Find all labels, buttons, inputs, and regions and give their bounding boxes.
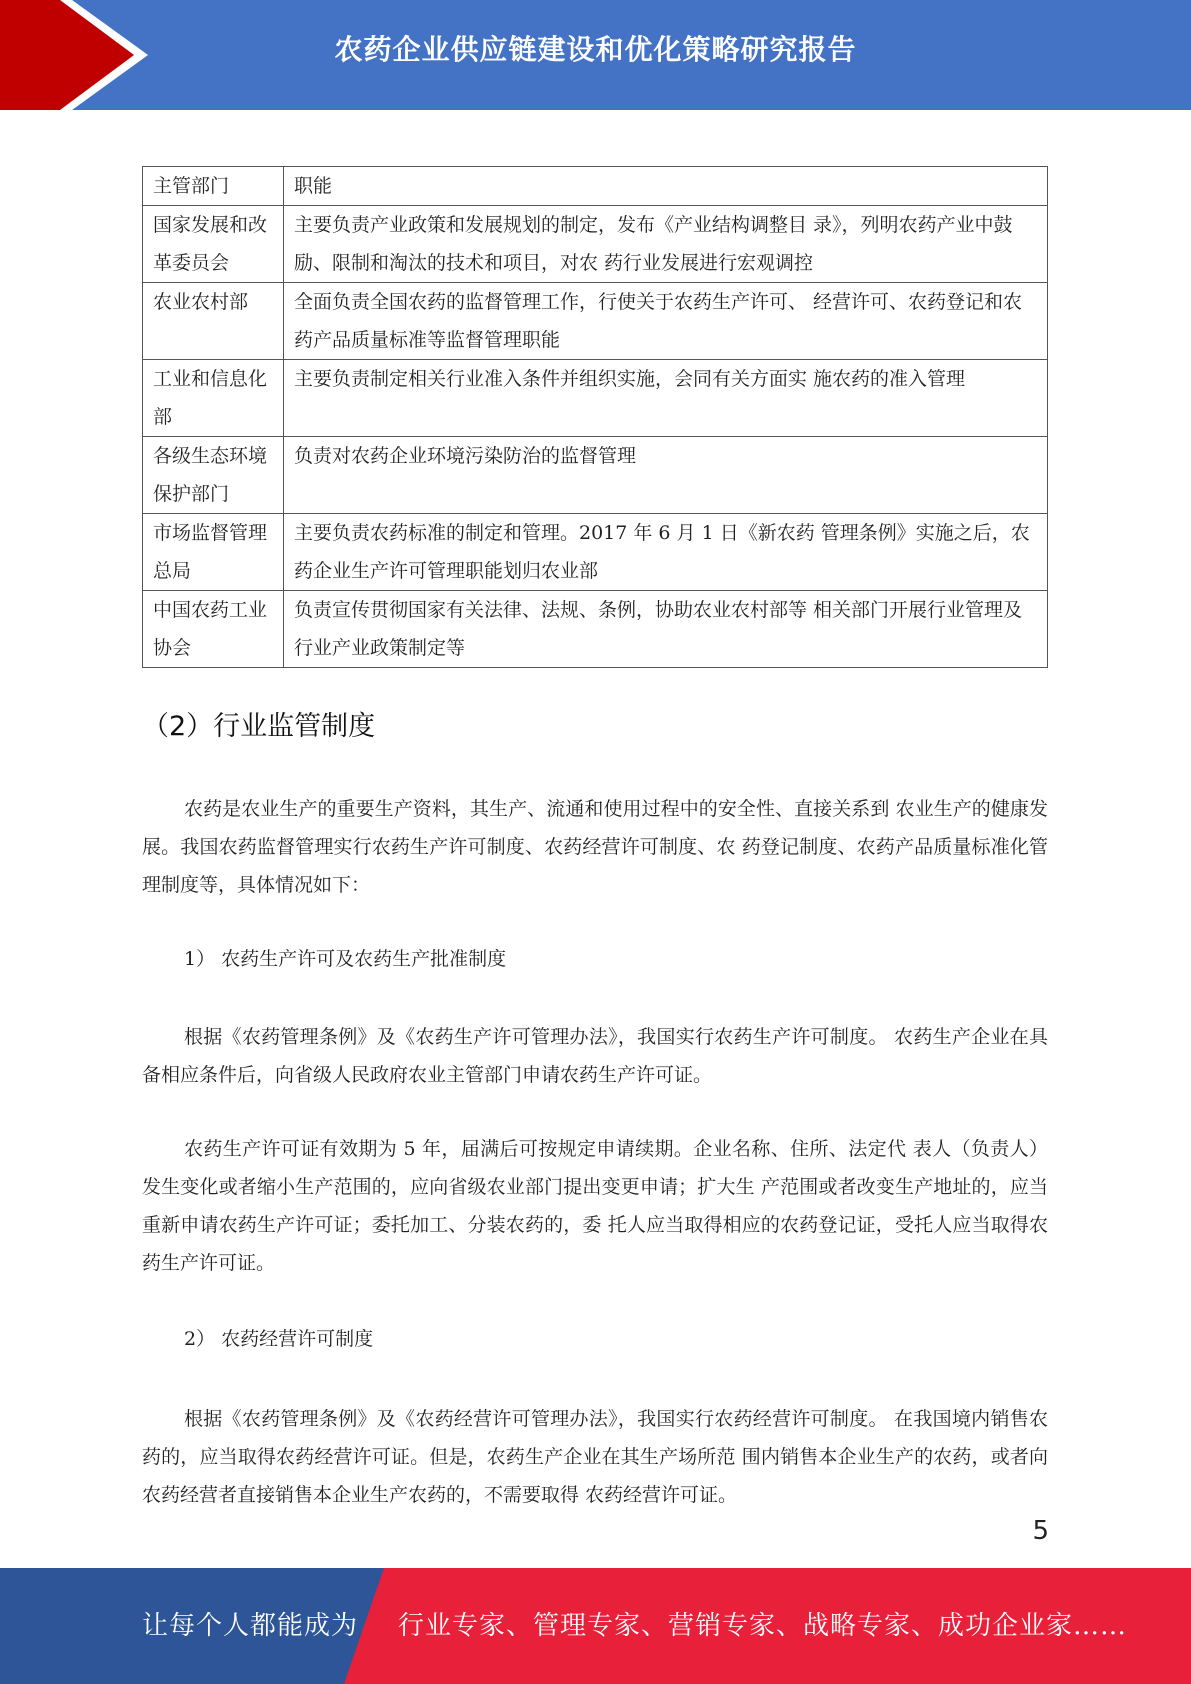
page-header xyxy=(0,0,1191,110)
department-cell: 市场监督管理总局 xyxy=(143,514,284,591)
table-row xyxy=(143,360,1048,437)
page-number: 5 xyxy=(1032,1516,1049,1546)
department-cell: 农业农村部 xyxy=(143,283,284,360)
function-cell: 主要负责制定相关行业准入条件并组织实施，会同有关方面实 施农药的准入管理 xyxy=(284,360,1048,437)
function-cell: 全面负责全国农药的监督管理工作，行使关于农药生产许可、 经营许可、农药登记和农药产品质量标准等监督管理职能 xyxy=(284,283,1048,360)
subheading-business-license: 2） 农药经营许可制度 xyxy=(184,1328,374,1350)
table-row xyxy=(143,283,1048,360)
function-cell: 负责宣传贯彻国家有关法律、法规、条例，协助农业农村部等 相关部门开展行业管理及行业产业政策制定等 xyxy=(284,591,1048,668)
department-cell: 工业和信息化部 xyxy=(143,360,284,437)
department-cell: 国家发展和改革委员会 xyxy=(143,206,284,283)
function-cell: 主要负责产业政策和发展规划的制定，发布《产业结构调整目 录》，列明农药产业中鼓励、限制和淘汰的技术和项目，对农 药行业发展进行宏观调控 xyxy=(284,206,1048,283)
report-title: 农药企业供应链建设和优化策略研究报告 xyxy=(334,33,857,66)
footer-slogan-left: 让每个人都能成为 xyxy=(142,1611,359,1641)
table-row xyxy=(143,514,1048,591)
table-row xyxy=(143,437,1048,514)
function-cell: 负责对农药企业环境污染防治的监督管理 xyxy=(284,437,1048,514)
table-row xyxy=(143,206,1048,283)
license-validity-paragraph: 农药生产许可证有效期为 5 年，届满后可按规定申请续期。企业名称、住所、法定代 表人（负责人）发生变化或者缩小生产范围的，应向省级农业部门提出变更申请；扩大生 产范围或者改变生产地址的，应当重新申请农药生产许可证；委托加工、分装农药的，委 托人应当取得相应的农药登记证，受托人应当取得农药生产许可证。 xyxy=(142,1138,1048,1274)
function-cell: 主要负责农药标准的制定和管理。2017 年 6 月 1 日《新农药 管理条例》实施之后，农药企业生产许可管理职能划归农业部 xyxy=(284,514,1048,591)
department-cell: 中国农药工业协会 xyxy=(143,591,284,668)
column-header-function: 职能 xyxy=(284,167,1048,206)
footer-slogan-right: 行业专家、管理专家、营销专家、战略专家、成功企业家…… xyxy=(398,1611,1128,1641)
intro-paragraph: 农药是农业生产的重要生产资料，其生产、流通和使用过程中的安全性、直接关系到 农业生产的健康发展。我国农药监督管理实行农药生产许可制度、农药经营许可制度、农 药登记制度、农药产品质量标准化管理制度等，具体情况如下： xyxy=(142,798,1048,896)
page-footer xyxy=(0,1568,1191,1684)
column-header-department: 主管部门 xyxy=(143,167,284,206)
department-cell: 各级生态环境保护部门 xyxy=(143,437,284,514)
table-header-row xyxy=(143,167,1048,206)
table-row xyxy=(143,591,1048,668)
regulator-table xyxy=(142,166,1048,668)
business-license-paragraph: 根据《农药管理条例》及《农药经营许可管理办法》，我国实行农药经营许可制度。 在我国境内销售农药的，应当取得农药经营许可证。但是，农药生产企业在其生产场所范 围内销售本企业生产的农药，或者向农药经营者直接销售本企业生产农药的，不需要取得 农药经营许可证。 xyxy=(142,1408,1048,1506)
production-license-paragraph: 根据《农药管理条例》及《农药生产许可管理办法》，我国实行农药生产许可制度。 农药生产企业在具备相应条件后，向省级人民政府农业主管部门申请农药生产许可证。 xyxy=(142,1026,1048,1086)
subheading-production-license: 1） 农药生产许可及农药生产批准制度 xyxy=(184,948,507,970)
section-heading: （2）行业监管制度 xyxy=(142,711,376,742)
